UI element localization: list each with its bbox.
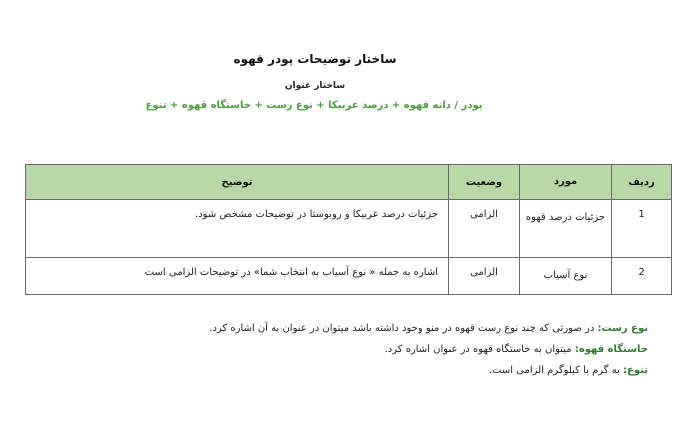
note-roast-type (40, 318, 648, 339)
cell-row-number: 1 (612, 200, 672, 258)
cell-item: جزئیات درصد قهوه (520, 200, 612, 258)
header-item: مورد (520, 165, 612, 200)
note-coffee-origin (40, 339, 648, 360)
note-label: تنوع: (623, 365, 648, 376)
table-header-row (26, 165, 672, 200)
page-subtitle: ساختار عنوان (284, 81, 346, 91)
note-text: به گرم یا کیلوگرم الزامی است. (488, 365, 624, 376)
note-label: نوع رست: (597, 323, 648, 334)
header-row-number: ردیف (612, 165, 672, 200)
notes-section (40, 318, 648, 381)
note-variety (40, 360, 648, 381)
header-status: وضعیت (449, 165, 520, 200)
cell-row-number: 2 (612, 258, 672, 295)
cell-status: الزامی (449, 258, 520, 295)
header-description: توضیح (26, 165, 449, 200)
table-row (26, 200, 672, 258)
title-structure-formula: پودر / دانه قهوه + درصد عربیکا + نوع رست + خاستگاه قهوه + تنوع (145, 100, 483, 111)
cell-item: نوع آسیاب (520, 258, 612, 295)
table-row (26, 258, 672, 295)
note-text: میتوان به خاستگاه قهوه در عنوان اشاره کرد. (384, 344, 575, 355)
note-text: در صورتی که چند نوع رست قهوه در منو وجود داشته باشد میتوان در عنوان به آن اشاره کرد. (209, 323, 598, 334)
spec-table (25, 164, 672, 295)
cell-description: اشاره به جمله « نوع آسیاب به انتخاب شما» در توضیحات الزامی است (26, 258, 449, 295)
page-title: ساختار توضیحات پودر قهوه (233, 52, 397, 66)
cell-description: جزئیات درصد عربیکا و روبوستا در توضیحات مشخص شود. (26, 200, 449, 258)
note-label: خاستگاه قهوه: (574, 344, 648, 355)
cell-status: الزامی (449, 200, 520, 258)
